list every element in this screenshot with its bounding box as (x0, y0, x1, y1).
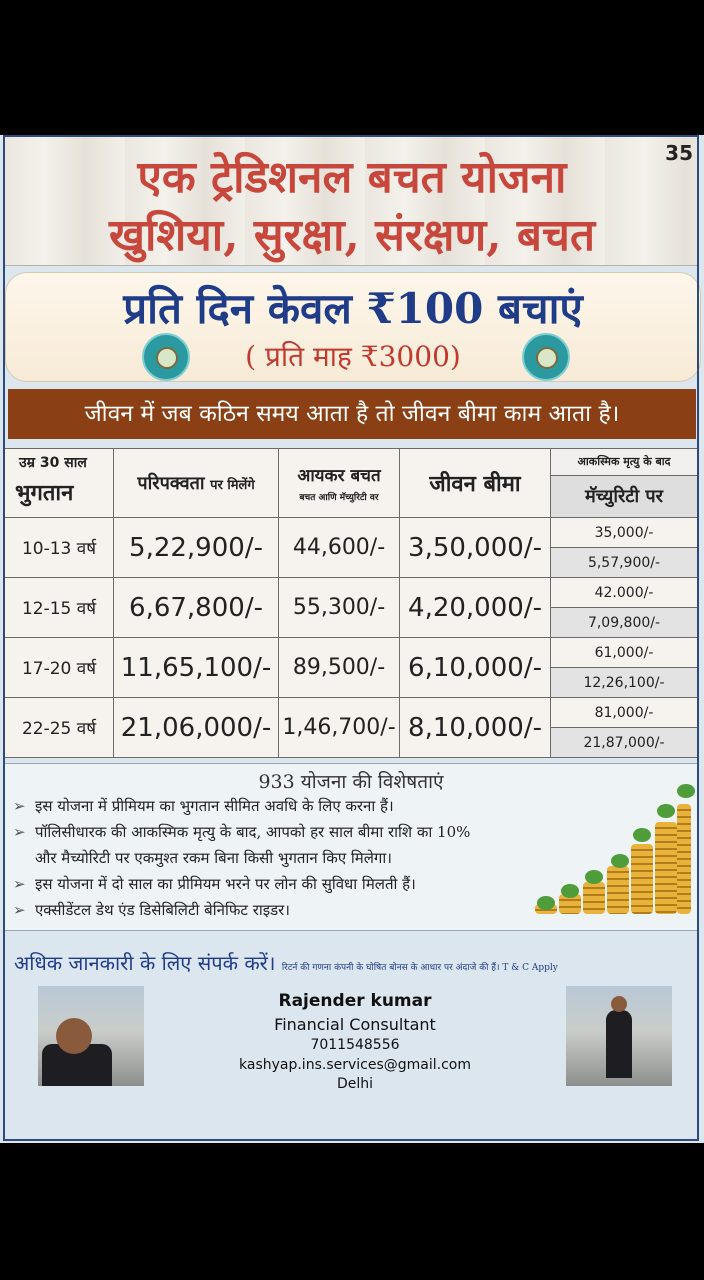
monthly-savings: ( प्रति माह ₹3000) (245, 340, 461, 373)
banner: जीवन में जब कठिन समय आता है तो जीवन बीमा काम आता है। (8, 389, 696, 439)
maturity-after-accident-cell: 5,57,900/- (551, 548, 698, 578)
header-tax-main: आयकर बचत (297, 466, 381, 486)
daily-savings: प्रति दिन केवल ₹100 बचाएं (123, 284, 583, 333)
feature-text: इस योजना में दो साल का प्रीमियम भरने पर लोन की सुविधा मिलती हैं। (35, 875, 416, 893)
tax-cell: 55,300/- (279, 578, 400, 638)
life-cell: 6,10,000/- (400, 638, 551, 698)
term-cell: 10-13 वर्ष (5, 518, 114, 578)
header-age-bottom: भुगतान (15, 480, 74, 506)
poster (0, 135, 704, 1143)
maturity-cell: 5,22,900/- (114, 518, 279, 578)
term-cell: 22-25 वर्ष (5, 698, 114, 758)
consultant-name: Rajender kumar (278, 991, 432, 1011)
accident-cell: 42.000/- (551, 578, 698, 608)
tax-cell: 44,600/- (279, 518, 400, 578)
title-line-2: खुशिया, सुरक्षा, संरक्षण, बचत (108, 210, 596, 261)
features-title: 933 योजना की विशेषताएं (258, 771, 444, 793)
maturity-after-accident-cell: 7,09,800/- (551, 608, 698, 638)
life-cell: 3,50,000/- (400, 518, 551, 578)
arrow-icon: ➢ (13, 797, 26, 815)
consultant-phone[interactable]: 7011548556 (310, 1037, 400, 1053)
disclaimer-note: रिटर्न की गणना कंपनी के घोषित बोनस के आधार पर अंदाजे की हैं। T & C Apply (281, 963, 558, 973)
maturity-cell: 6,67,800/- (114, 578, 279, 638)
header-tax-sub: बचत आणि मॅच्युरिटी वर (299, 493, 379, 503)
arrow-icon: ➢ (13, 901, 26, 919)
header-life: जीवन बीमा (400, 449, 551, 518)
life-cell: 4,20,000/- (400, 578, 551, 638)
life-cell: 8,10,000/- (400, 698, 551, 758)
feature-text: पॉलिसीधारक की आकस्मिक मृत्यु के बाद, आपको हर साल बीमा राशि का 10% (35, 823, 471, 841)
feature-text: एक्सीडेंटल डेथ एंड डिसेबिलिटी बेनिफिट राइडर। (35, 901, 290, 919)
header-maturity-sub: पर मिलेंगे (210, 478, 255, 493)
term-cell: 17-20 वर्ष (5, 638, 114, 698)
maturity-after-accident-cell: 12,26,100/- (551, 668, 698, 698)
accident-cell: 61,000/- (551, 638, 698, 668)
header-accident-top: आकस्मिक मृत्यु के बाद (551, 449, 698, 476)
page-number: 35 (665, 141, 693, 165)
maturity-cell: 21,06,000/- (114, 698, 279, 758)
header-accident-bottom: मॅच्युरिटी पर (551, 475, 698, 517)
contact-heading: अधिक जानकारी के लिए संपर्क करें। (14, 951, 276, 975)
arrow-icon: ➢ (13, 875, 26, 893)
consultant-title: Financial Consultant (274, 1015, 436, 1034)
accident-cell: 81,000/- (551, 698, 698, 728)
feature-text: इस योजना में प्रीमियम का भुगतान सीमित अवधि के लिए करना हैं। (35, 797, 394, 815)
poster-border (3, 135, 699, 1141)
consultant-city: Delhi (336, 1076, 374, 1092)
tax-cell: 1,46,700/- (279, 698, 400, 758)
arrow-icon: ➢ (13, 823, 26, 841)
maturity-cell: 11,65,100/- (114, 638, 279, 698)
feature-text: और मैच्योरिटी पर एकमुश्त रकम बिना किसी भुगतान किए मिलेगा। (35, 849, 392, 867)
tax-cell: 89,500/- (279, 638, 400, 698)
accident-cell: 35,000/- (551, 518, 698, 548)
consultant-email[interactable]: kashyap.ins.services@gmail.com (239, 1057, 471, 1073)
term-cell: 12-15 वर्ष (5, 578, 114, 638)
header-age-top: उम्र 30 साल (19, 455, 87, 471)
header-maturity-main: परिपक्वता (137, 473, 205, 494)
maturity-after-accident-cell: 21,87,000/- (551, 728, 698, 758)
title-line-1: एक ट्रेडिशनल बचत योजना (137, 152, 567, 203)
